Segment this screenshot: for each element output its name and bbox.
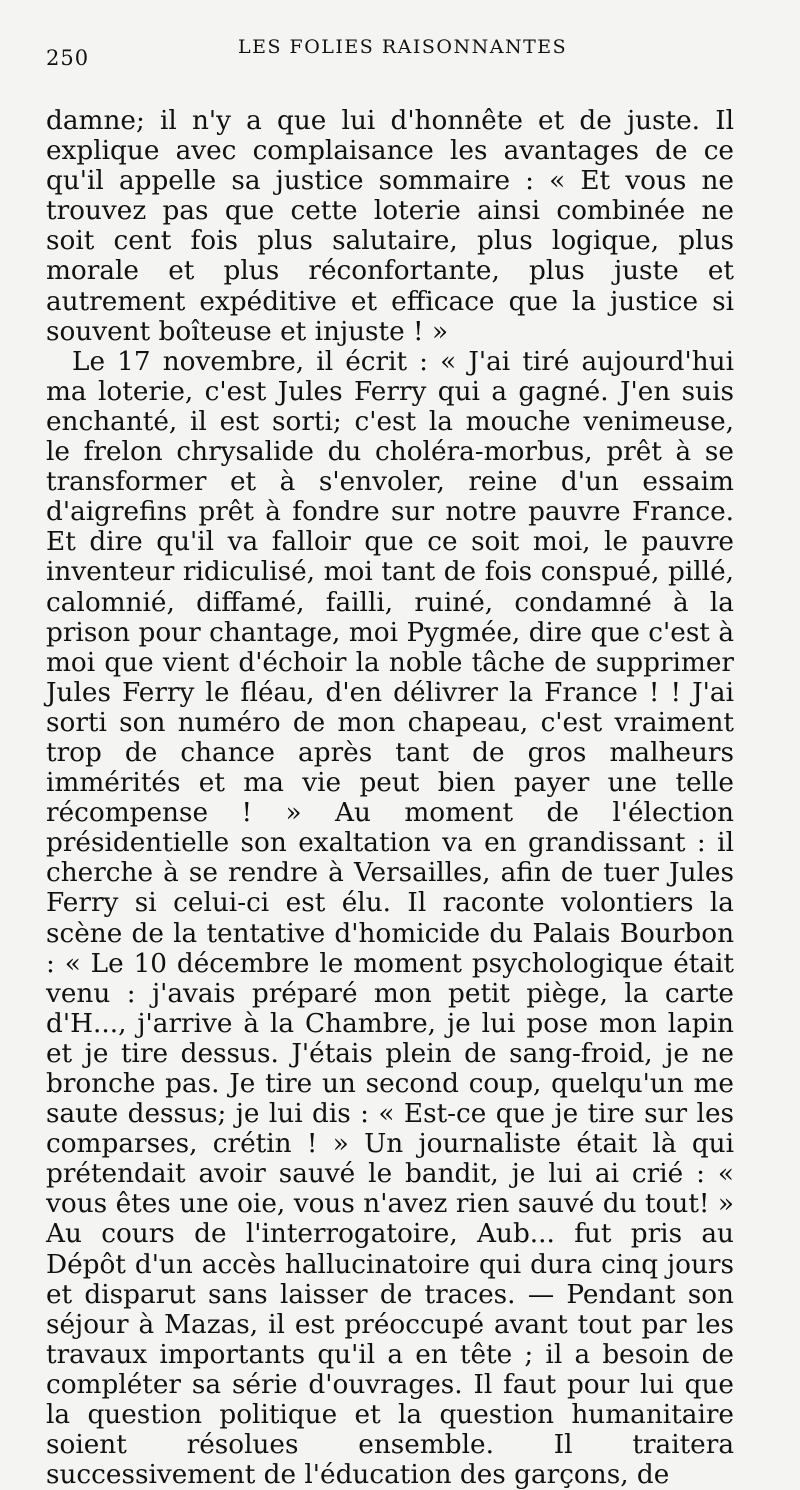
page-header [46, 30, 734, 70]
running-title: LES FOLIES RAISONNANTES [238, 36, 568, 58]
page-number: 250 [46, 46, 90, 70]
body-text [46, 106, 734, 1490]
paragraph: damne; il n'y a que lui d'honnête et de juste. Il explique avec complaisance les avantages de ce qu'il appelle sa justice sommaire : « Et vous ne trouvez pas que cette loterie ainsi combinée ne soit cent fois plus salutaire, plus logique, plus morale et plus réconfortante, plus juste et autrement expéditive et efficace que la justice si souvent boîteuse et injuste ! » [46, 106, 734, 347]
paragraph: Le 17 novembre, il écrit : « J'ai tiré aujourd'hui ma loterie, c'est Jules Ferry qui a gagné. J'en suis enchanté, il est sorti; c'est la mouche venimeuse, le frelon chrysalide du choléra-morbus, prêt à se transformer et à s'envoler, reine d'un essaim d'aigrefins prêt à fondre sur notre pauvre France. Et dire qu'il va falloir que ce soit moi, le pauvre inventeur ridiculisé, moi tant de fois conspué, pillé, calomnié, diffamé, failli, ruiné, condamné à la prison pour chantage, moi Pygmée, dire que c'est à moi que vient d'échoir la noble tâche de supprimer Jules Ferry le fléau, d'en délivrer la France ! ! J'ai sorti son numéro de mon chapeau, c'est vraiment trop de chance après tant de gros malheurs immérités et ma vie peut bien payer une telle récompense ! » Au moment de l'élection présidentielle son exaltation va en grandissant : il cherche à se rendre à Versailles, afin de tuer Jules Ferry si celui-ci est élu. Il raconte volontiers la scène de la tentative d'homicide du Palais Bourbon : « Le 10 décembre le moment psychologique était venu : j'avais préparé mon petit piège, la carte d'H..., j'arrive à la Chambre, je lui pose mon lapin et je tire dessus. J'étais plein de sang-froid, je ne bronche pas. Je tire un second coup, quelqu'un me saute dessus; je lui dis : « Est-ce que je tire sur les comparses, crétin ! » Un journaliste était là qui prétendait avoir sauvé le bandit, je lui ai crié : « vous êtes une oie, vous n'avez rien sauvé du tout! » Au cours de l'interrogatoire, Aub... fut pris au Dépôt d'un accès hallucinatoire qui dura cinq jours et disparut sans laisser de traces. — Pendant son séjour à Mazas, il est préoccupé avant tout par les travaux importants qu'il a en tête ; il a besoin de compléter sa série d'ouvrages. Il faut pour lui que la question politique et la question humanitaire soient résolues ensemble. Il traitera successivement de l'éducation des garçons, de [46, 346, 734, 1490]
